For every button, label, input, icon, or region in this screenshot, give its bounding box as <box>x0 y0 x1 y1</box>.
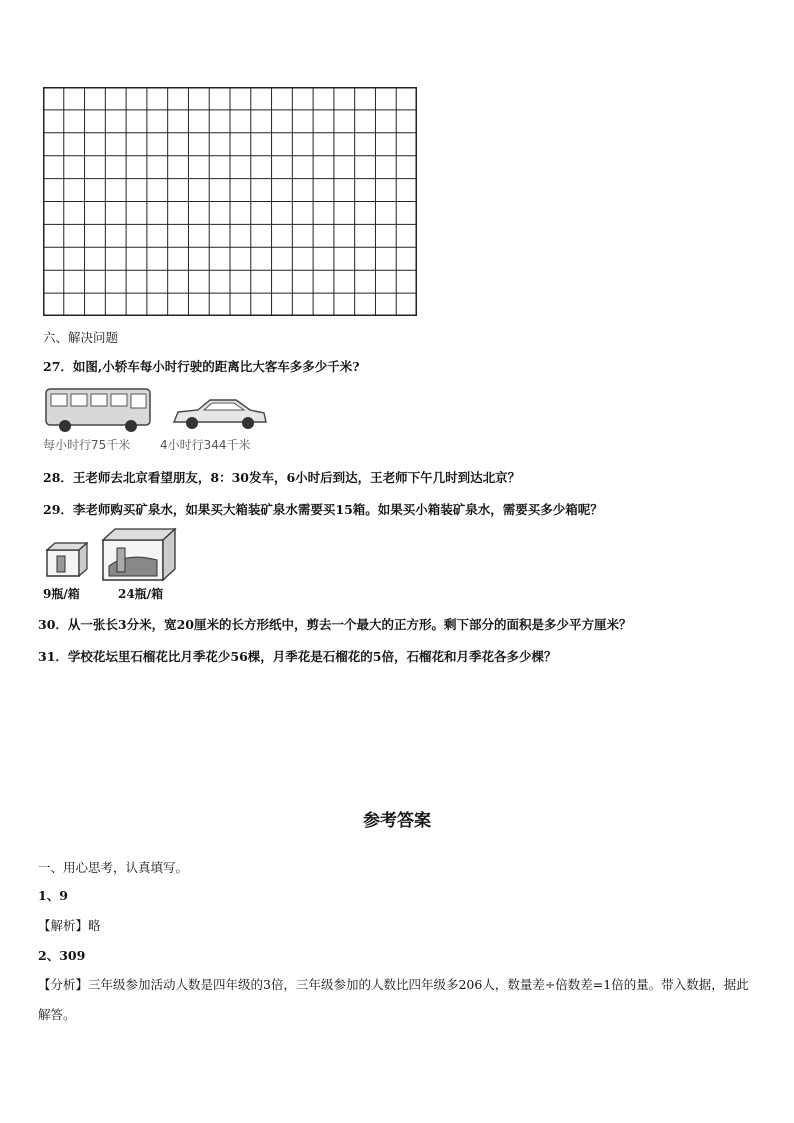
section-6-heading: 六、解决问题 <box>43 330 119 345</box>
answers-part1-heading: 一、用心思考，认真填写。 <box>38 860 189 875</box>
big-box-illustration <box>97 526 179 582</box>
question-29: 29．李老师购买矿泉水，如果买大箱装矿泉水需要买15箱。如果买小箱装矿泉水，需要买多少箱呢？ <box>43 502 603 517</box>
question-30: 30．从一张长3分米，宽20厘米的长方形纸中，剪去一个最大的正方形。剩下部分的面积是多少平方厘米？ <box>38 617 632 632</box>
small-box-caption: 9瓶/箱 <box>43 587 80 601</box>
bus-illustration <box>43 386 155 436</box>
bus-caption: 每小时行75千米 <box>43 438 131 452</box>
answer-1-number: 1、9 <box>38 888 68 903</box>
question-28: 28．王老师去北京看望朋友，8：30发车，6小时后到达，王老师下午几时到达北京？ <box>43 470 521 485</box>
car-illustration <box>170 394 270 434</box>
answer-grid <box>43 87 417 316</box>
answers-title: 参考答案 <box>363 811 431 831</box>
question-31: 31．学校花坛里石榴花比月季花少56棵，月季花是石榴花的5倍，石榴花和月季花各多少棵？ <box>38 649 557 664</box>
answer-2-analysis: 【分析】三年级参加活动人数是四年级的3倍，三年级参加的人数比四年级多206人，数量差÷倍数差=1倍的量。带入数据，据此解答。 <box>38 977 749 1022</box>
small-box-illustration <box>43 540 89 578</box>
big-box-caption: 24瓶/箱 <box>118 587 164 601</box>
question-27: 27．如图,小轿车每小时行驶的距离比大客车多多少千米? <box>43 359 360 374</box>
answer-1-analysis: 【解析】略 <box>38 918 101 933</box>
car-caption: 4小时行344千米 <box>160 438 251 452</box>
answer-2-number: 2、309 <box>38 948 86 963</box>
